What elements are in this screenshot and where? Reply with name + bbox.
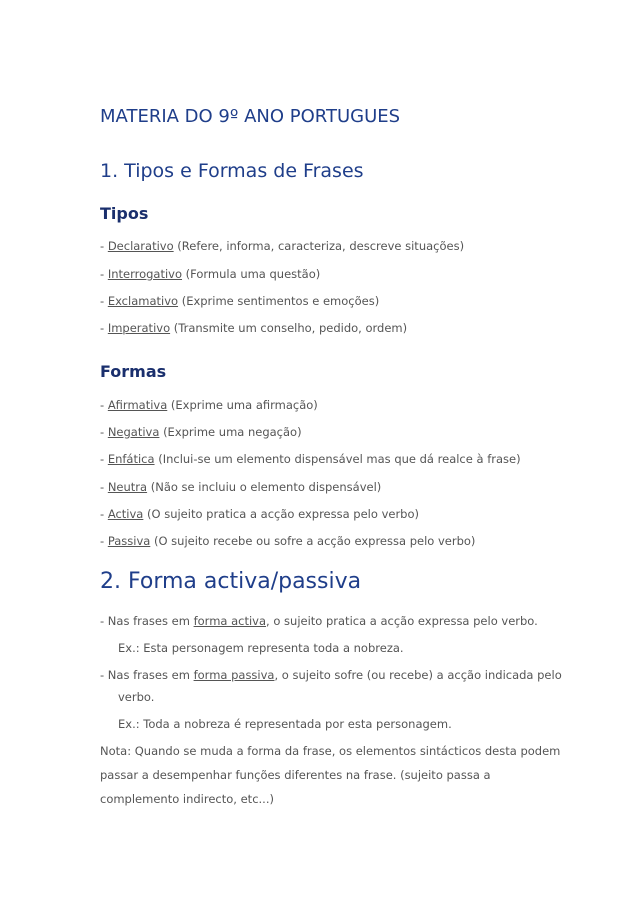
term-link[interactable]: Exclamativo bbox=[107, 294, 179, 308]
forma-passiva-link[interactable]: forma passiva bbox=[193, 668, 275, 682]
term-link[interactable]: Afirmativa bbox=[107, 398, 168, 412]
page-title: MATERIA DO 9º ANO PORTUGUES bbox=[100, 106, 401, 127]
forma-activa-link[interactable]: forma activa bbox=[193, 614, 267, 628]
note-line: passar a desempenhar funções diferentes na frase. (sujeito passa a bbox=[100, 768, 491, 782]
list-item: - Afirmativa (Exprime uma afirmação) bbox=[100, 398, 318, 412]
list-item: - Activa (O sujeito pratica a acção expressa pelo verbo) bbox=[100, 507, 420, 521]
list-item: - Declarativo (Refere, informa, caracteriza, descreve situações) bbox=[100, 239, 465, 253]
example-text: Ex.: Esta personagem representa toda a nobreza. bbox=[118, 641, 404, 655]
list-item: - Neutra (Não se incluiu o elemento dispensável) bbox=[100, 480, 382, 494]
list-item: - Interrogativo (Formula uma questão) bbox=[100, 267, 321, 281]
paragraph: - Nas frases em forma activa, o sujeito pratica a acção expressa pelo verbo. bbox=[100, 614, 538, 628]
list-item: - Negativa (Exprime uma negação) bbox=[100, 425, 302, 439]
example-text: Ex.: Toda a nobreza é representada por esta personagem. bbox=[118, 717, 452, 731]
term-link[interactable]: Passiva bbox=[107, 534, 151, 548]
section1-heading: 1. Tipos e Formas de Frases bbox=[100, 160, 364, 182]
section2-heading: 2. Forma activa/passiva bbox=[100, 569, 362, 594]
term-link[interactable]: Imperativo bbox=[107, 321, 171, 335]
list-item: - Enfática (Inclui-se um elemento dispensável mas que dá realce à frase) bbox=[100, 452, 521, 466]
list-item: - Passiva (O sujeito recebe ou sofre a acção expressa pelo verbo) bbox=[100, 534, 476, 548]
term-link[interactable]: Activa bbox=[107, 507, 144, 521]
tipos-heading: Tipos bbox=[100, 204, 149, 223]
list-item: - Exclamativo (Exprime sentimentos e emoções) bbox=[100, 294, 380, 308]
note-line: complemento indirecto, etc...) bbox=[100, 792, 274, 806]
term-link[interactable]: Interrogativo bbox=[107, 267, 183, 281]
term-link[interactable]: Declarativo bbox=[107, 239, 174, 253]
paragraph-continuation: verbo. bbox=[118, 690, 155, 704]
list-item: - Imperativo (Transmite um conselho, pedido, ordem) bbox=[100, 321, 408, 335]
paragraph: - Nas frases em forma passiva, o sujeito sofre (ou recebe) a acção indicada pelo bbox=[100, 668, 562, 682]
term-link[interactable]: Negativa bbox=[107, 425, 160, 439]
note-line: Nota: Quando se muda a forma da frase, os elementos sintácticos desta podem bbox=[100, 744, 561, 758]
formas-heading: Formas bbox=[100, 362, 167, 381]
term-link[interactable]: Enfática bbox=[107, 452, 155, 466]
term-link[interactable]: Neutra bbox=[107, 480, 148, 494]
